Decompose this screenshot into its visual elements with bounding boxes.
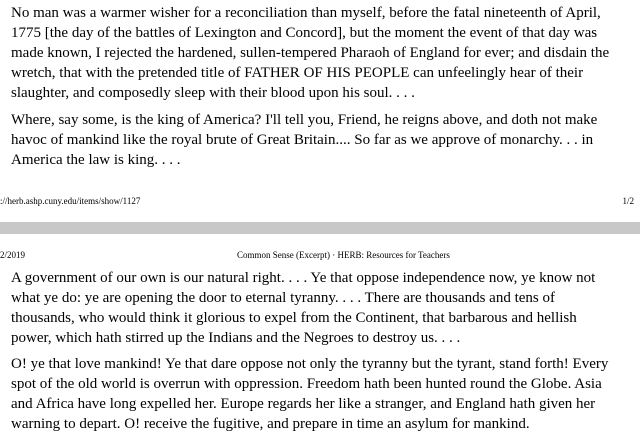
text-line: power, which hath stirred up the Indians and the Negroes to destroy us. . . . [11, 330, 461, 346]
text-line: and Africa have long expelled her. Europe regards her like a stranger, and England hath given her [11, 396, 596, 412]
text-line: what ye do: ye are opening the door to eternal tyranny. . . . There are thousands and tens of [11, 290, 555, 306]
paragraph-king-of-america [11, 110, 631, 170]
text-line: thousands, who would think it glorious to expel from the Continent, that barbarous and hellish [11, 310, 577, 326]
text-line: havoc of mankind like the royal brute of Great Britain.... So far as we approve of monarchy. . . in [11, 132, 594, 148]
text-line: A government of our own is our natural right. . . . Ye that oppose independence now, ye know not [11, 270, 596, 286]
footer-url: ://herb.ashp.cuny.edu/items/show/1127 [0, 196, 141, 206]
text-line: America the law is king. . . . [11, 152, 181, 168]
page-separator [0, 222, 640, 234]
paragraph-reconciliation [11, 3, 631, 103]
paragraph-love-mankind [11, 354, 631, 434]
text-line: Where, say some, is the king of America? I'll tell you, Friend, he reigns above, and doth not make [11, 112, 598, 128]
text-line: O! ye that love mankind! Ye that dare oppose not only the tyranny but the tyrant, stand forth! Every [11, 356, 609, 372]
text-line: wretch, that with the pretended title of FATHER OF HIS PEOPLE can unfeelingly hear of their [11, 65, 584, 81]
text-line: slaughter, and composedly sleep with their blood upon his soul. . . . [11, 85, 415, 101]
text-line: warning to depart. O! receive the fugitive, and prepare in time an asylum for mankind. [11, 416, 530, 432]
header-date: 2/2019 [0, 250, 26, 260]
document-page-2 [0, 234, 640, 438]
text-line: spot of the old world is overrun with oppression. Freedom hath been hunted round the Globe. Asia [11, 376, 602, 392]
text-line: 1775 [the day of the battles of Lexington and Concord], but the moment the event of that day was [11, 25, 598, 41]
header-title: Common Sense (Excerpt) · HERB: Resources for Teachers [237, 250, 450, 260]
text-line: No man was a warmer wisher for a reconciliation than myself, before the fatal nineteenth of April, [11, 5, 601, 21]
text-line: made known, I rejected the hardened, sullen-tempered Pharaoh of England for ever; and disdain the [11, 45, 610, 61]
paragraph-natural-right [11, 268, 631, 348]
footer-page-number: 1/2 [622, 196, 634, 206]
